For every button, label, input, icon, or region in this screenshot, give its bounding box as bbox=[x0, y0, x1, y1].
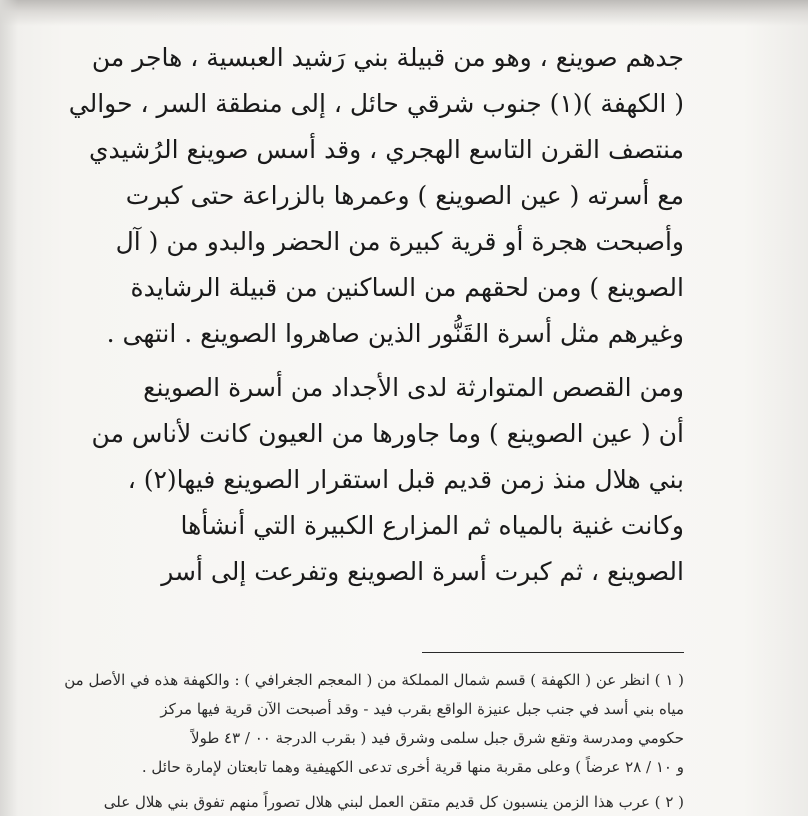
footnote-line-4: و ١٠ / ٢٨ عرضاً ) وعلى مقربة منها قرية أخرى تدعى الكهيفية وهما تابعتان لإمارة حائل . bbox=[141, 758, 684, 776]
footnote-separator bbox=[422, 652, 684, 653]
page-binding-edge bbox=[0, 0, 18, 816]
body-line-3: منتصف القرن التاسع الهجري ، وقد أسس صوينع الرُشيدي bbox=[88, 135, 684, 164]
footnote-line-2: مياه بني أسد في جنب جبل عنيزة الواقع بقرب فيد - وقد أصبحت الآن قرية فيها مركز bbox=[160, 700, 684, 718]
body-line-5: وأصبحت هجرة أو قرية كبيرة من الحضر والبدو من ( آل bbox=[115, 227, 684, 256]
body-line-12: الصوينع ، ثم كبرت أسرة الصوينع وتفرعت إلى أسر bbox=[161, 557, 684, 586]
body-line-9: أن ( عين الصوينع ) وما جاورها من العيون كانت لأناس من bbox=[91, 419, 684, 448]
footnote-line-1: ( ١ ) انظر عن ( الكهفة ) قسم شمال المملكة من ( المعجم الجغرافي ) : والكهفة هذه في الأصل من bbox=[64, 671, 684, 689]
footnote-line-5: ( ٢ ) عرب هذا الزمن ينسبون كل قديم متقن العمل لبني هلال تصوراً منهم تفوق بني هلال على bbox=[103, 793, 684, 811]
body-line-4: مع أسرته ( عين الصوينع ) وعمرها بالزراعة حتى كبرت bbox=[125, 181, 684, 210]
footnote-line-3: حكومي ومدرسة وتقع شرق جبل سلمى وشرق فيد ( بقرب الدرجة ٠٠ / ٤٣ طولاً bbox=[191, 729, 684, 747]
body-line-7: وغيرهم مثل أسرة القَنُّور الذين صاهروا الصوينع . انتهى . bbox=[106, 319, 684, 348]
body-line-1: جدهم صوينع ، وهو من قبيلة بني رَشيد العبسية ، هاجر من bbox=[91, 43, 684, 72]
footnotes-block bbox=[44, 668, 684, 816]
body-line-11: وكانت غنية بالمياه ثم المزارع الكبيرة التي أنشأها bbox=[180, 511, 684, 540]
body-line-10: بني هلال منذ زمن قديم قبل استقرار الصوينع فيها(٢) ، bbox=[127, 465, 684, 494]
body-line-8: ومن القصص المتوارثة لدى الأجداد من أسرة الصوينع bbox=[143, 373, 684, 402]
body-line-6: الصوينع ) ومن لحقهم من الساكنين من قبيلة الرشايدة bbox=[130, 273, 684, 302]
body-line-2: ( الكهفة )(١) جنوب شرقي حائل ، إلى منطقة السر ، حوالي bbox=[68, 89, 684, 118]
main-text-block bbox=[58, 38, 684, 648]
page-top-shadow bbox=[0, 0, 808, 26]
